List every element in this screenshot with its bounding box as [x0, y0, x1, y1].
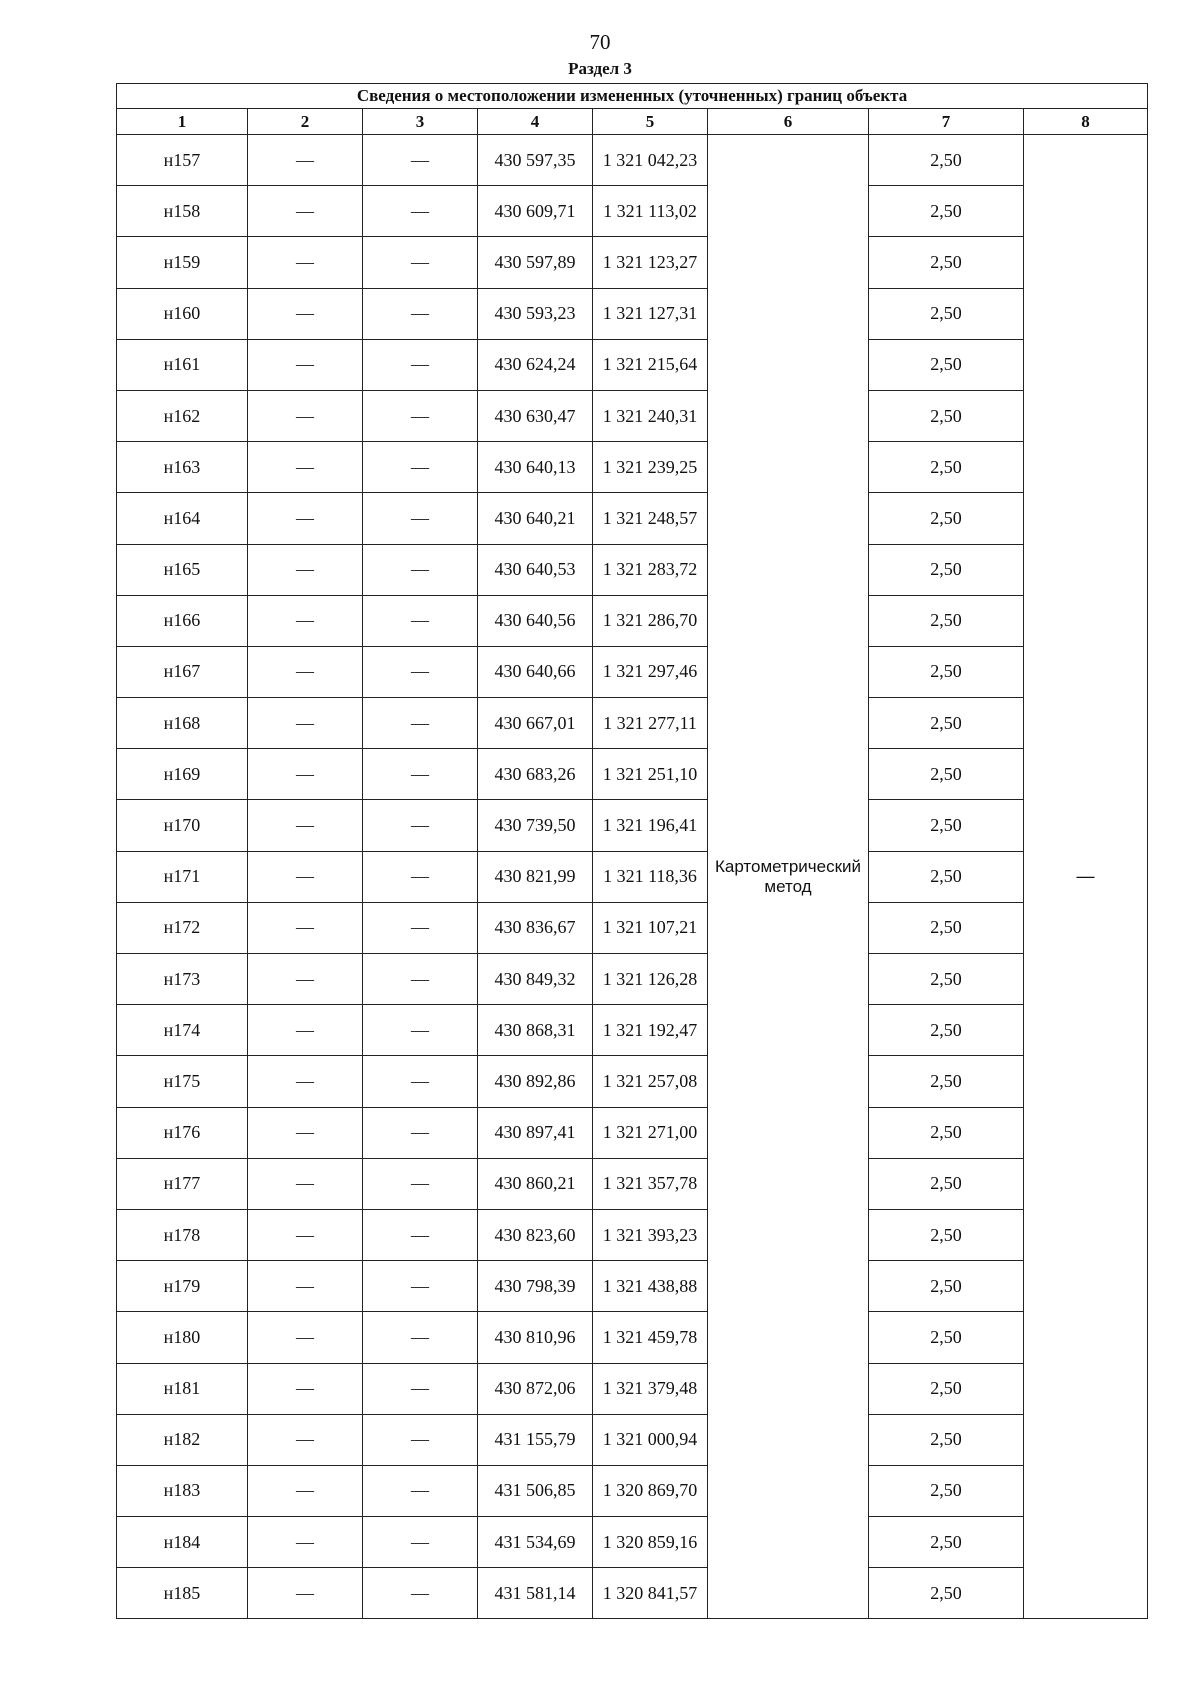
- point-name-cell: н175: [117, 1056, 248, 1107]
- point-name-cell: н159: [117, 237, 248, 288]
- accuracy-cell: 2,50: [869, 954, 1024, 1005]
- column2-cell: —: [248, 390, 363, 441]
- column3-cell: —: [363, 1312, 478, 1363]
- column2-cell: —: [248, 1107, 363, 1158]
- point-name-cell: н179: [117, 1261, 248, 1312]
- column2-cell: —: [248, 135, 363, 186]
- accuracy-cell: 2,50: [869, 1363, 1024, 1414]
- y-coordinate-cell: 1 320 869,70: [593, 1465, 708, 1516]
- accuracy-cell: 2,50: [869, 646, 1024, 697]
- column3-cell: —: [363, 1005, 478, 1056]
- column3-cell: —: [363, 646, 478, 697]
- column3-cell: —: [363, 954, 478, 1005]
- column3-cell: —: [363, 135, 478, 186]
- table-row: [117, 902, 1148, 953]
- accuracy-cell: 2,50: [869, 544, 1024, 595]
- table-row: [117, 1158, 1148, 1209]
- y-coordinate-cell: 1 321 239,25: [593, 442, 708, 493]
- x-coordinate-cell: 430 640,21: [478, 493, 593, 544]
- column-number: 5: [593, 109, 708, 135]
- x-coordinate-cell: 430 640,56: [478, 595, 593, 646]
- column-number: 6: [708, 109, 869, 135]
- table-row: [117, 749, 1148, 800]
- point-name-cell: н162: [117, 390, 248, 441]
- column2-cell: —: [248, 442, 363, 493]
- boundary-coordinates-table: [116, 83, 1148, 1619]
- table-row: [117, 1056, 1148, 1107]
- y-coordinate-cell: 1 321 277,11: [593, 698, 708, 749]
- column2-cell: —: [248, 1261, 363, 1312]
- y-coordinate-cell: 1 321 118,36: [593, 851, 708, 902]
- x-coordinate-cell: 430 798,39: [478, 1261, 593, 1312]
- point-name-cell: н182: [117, 1414, 248, 1465]
- column2-cell: —: [248, 800, 363, 851]
- column3-cell: —: [363, 442, 478, 493]
- y-coordinate-cell: 1 321 248,57: [593, 493, 708, 544]
- accuracy-cell: 2,50: [869, 1158, 1024, 1209]
- column2-cell: —: [248, 698, 363, 749]
- table-row: [117, 646, 1148, 697]
- y-coordinate-cell: 1 321 196,41: [593, 800, 708, 851]
- accuracy-cell: 2,50: [869, 442, 1024, 493]
- table-row: [117, 237, 1148, 288]
- accuracy-cell: 2,50: [869, 288, 1024, 339]
- column2-cell: —: [248, 749, 363, 800]
- column2-cell: —: [248, 1465, 363, 1516]
- accuracy-cell: 2,50: [869, 749, 1024, 800]
- accuracy-cell: 2,50: [869, 902, 1024, 953]
- y-coordinate-cell: 1 321 127,31: [593, 288, 708, 339]
- column3-cell: —: [363, 1158, 478, 1209]
- table-row: [117, 442, 1148, 493]
- y-coordinate-cell: 1 321 283,72: [593, 544, 708, 595]
- point-name-cell: н167: [117, 646, 248, 697]
- table-row: [117, 954, 1148, 1005]
- point-name-cell: н177: [117, 1158, 248, 1209]
- column2-cell: —: [248, 186, 363, 237]
- point-name-cell: н166: [117, 595, 248, 646]
- column2-cell: —: [248, 1209, 363, 1260]
- point-name-cell: н163: [117, 442, 248, 493]
- table-row: [117, 1107, 1148, 1158]
- column2-cell: —: [248, 1568, 363, 1619]
- y-coordinate-cell: 1 321 297,46: [593, 646, 708, 697]
- table-row: [117, 1568, 1148, 1619]
- y-coordinate-cell: 1 321 271,00: [593, 1107, 708, 1158]
- column8-cell: —: [1024, 135, 1148, 1619]
- x-coordinate-cell: 430 624,24: [478, 339, 593, 390]
- column3-cell: —: [363, 1107, 478, 1158]
- table-row: [117, 1005, 1148, 1056]
- column2-cell: —: [248, 1363, 363, 1414]
- point-name-cell: н185: [117, 1568, 248, 1619]
- y-coordinate-cell: 1 321 126,28: [593, 954, 708, 1005]
- page-number: 70: [589, 30, 611, 54]
- accuracy-cell: 2,50: [869, 1056, 1024, 1107]
- x-coordinate-cell: 430 609,71: [478, 186, 593, 237]
- accuracy-cell: 2,50: [869, 1005, 1024, 1056]
- column-number: 1: [117, 109, 248, 135]
- column-number: 4: [478, 109, 593, 135]
- table-caption: Сведения о местоположении измененных (уточненных) границ объекта: [117, 84, 1148, 109]
- column2-cell: —: [248, 1056, 363, 1107]
- point-name-cell: н181: [117, 1363, 248, 1414]
- column3-cell: —: [363, 1517, 478, 1568]
- x-coordinate-cell: 431 155,79: [478, 1414, 593, 1465]
- table-row: [117, 595, 1148, 646]
- table-row: [117, 339, 1148, 390]
- column3-cell: —: [363, 1056, 478, 1107]
- table-body: [117, 135, 1148, 1619]
- accuracy-cell: 2,50: [869, 1261, 1024, 1312]
- x-coordinate-cell: 430 683,26: [478, 749, 593, 800]
- y-coordinate-cell: 1 321 393,23: [593, 1209, 708, 1260]
- accuracy-cell: 2,50: [869, 595, 1024, 646]
- point-name-cell: н161: [117, 339, 248, 390]
- x-coordinate-cell: 430 810,96: [478, 1312, 593, 1363]
- column3-cell: —: [363, 749, 478, 800]
- table-row: [117, 390, 1148, 441]
- method-cell: Картометрический метод: [708, 135, 869, 1619]
- y-coordinate-cell: 1 321 286,70: [593, 595, 708, 646]
- column2-cell: —: [248, 902, 363, 953]
- column-number: 2: [248, 109, 363, 135]
- table-row: [117, 1517, 1148, 1568]
- x-coordinate-cell: 430 836,67: [478, 902, 593, 953]
- accuracy-cell: 2,50: [869, 1209, 1024, 1260]
- x-coordinate-cell: 430 872,06: [478, 1363, 593, 1414]
- y-coordinate-cell: 1 320 859,16: [593, 1517, 708, 1568]
- point-name-cell: н171: [117, 851, 248, 902]
- column3-cell: —: [363, 544, 478, 595]
- accuracy-cell: 2,50: [869, 851, 1024, 902]
- accuracy-cell: 2,50: [869, 135, 1024, 186]
- accuracy-cell: 2,50: [869, 698, 1024, 749]
- column3-cell: —: [363, 237, 478, 288]
- column2-cell: —: [248, 1517, 363, 1568]
- column-number: 3: [363, 109, 478, 135]
- accuracy-cell: 2,50: [869, 800, 1024, 851]
- x-coordinate-cell: 431 534,69: [478, 1517, 593, 1568]
- column3-cell: —: [363, 1414, 478, 1465]
- column3-cell: —: [363, 1568, 478, 1619]
- table-row: [117, 800, 1148, 851]
- y-coordinate-cell: 1 321 257,08: [593, 1056, 708, 1107]
- x-coordinate-cell: 430 849,32: [478, 954, 593, 1005]
- accuracy-cell: 2,50: [869, 1414, 1024, 1465]
- column2-cell: —: [248, 339, 363, 390]
- table-row: [117, 851, 1148, 902]
- table-row: [117, 698, 1148, 749]
- section-label: Раздел 3: [568, 59, 632, 78]
- x-coordinate-cell: 430 823,60: [478, 1209, 593, 1260]
- column-number: 8: [1024, 109, 1148, 135]
- point-name-cell: н173: [117, 954, 248, 1005]
- column3-cell: —: [363, 1465, 478, 1516]
- table-row: [117, 186, 1148, 237]
- x-coordinate-cell: 430 821,99: [478, 851, 593, 902]
- x-coordinate-cell: 430 640,53: [478, 544, 593, 595]
- table-row: [117, 1414, 1148, 1465]
- accuracy-cell: 2,50: [869, 493, 1024, 544]
- accuracy-cell: 2,50: [869, 237, 1024, 288]
- point-name-cell: н169: [117, 749, 248, 800]
- column2-cell: —: [248, 1005, 363, 1056]
- point-name-cell: н160: [117, 288, 248, 339]
- x-coordinate-cell: 430 630,47: [478, 390, 593, 441]
- y-coordinate-cell: 1 321 107,21: [593, 902, 708, 953]
- column3-cell: —: [363, 1209, 478, 1260]
- column-number: 7: [869, 109, 1024, 135]
- column2-cell: —: [248, 1312, 363, 1363]
- column2-cell: —: [248, 646, 363, 697]
- point-name-cell: н164: [117, 493, 248, 544]
- column2-cell: —: [248, 1414, 363, 1465]
- x-coordinate-cell: 430 860,21: [478, 1158, 593, 1209]
- column2-cell: —: [248, 954, 363, 1005]
- x-coordinate-cell: 430 593,23: [478, 288, 593, 339]
- accuracy-cell: 2,50: [869, 1568, 1024, 1619]
- y-coordinate-cell: 1 321 438,88: [593, 1261, 708, 1312]
- table-row: [117, 493, 1148, 544]
- table-row: [117, 544, 1148, 595]
- x-coordinate-cell: 430 640,13: [478, 442, 593, 493]
- accuracy-cell: 2,50: [869, 390, 1024, 441]
- x-coordinate-cell: 430 597,89: [478, 237, 593, 288]
- column3-cell: —: [363, 493, 478, 544]
- column3-cell: —: [363, 800, 478, 851]
- point-name-cell: н174: [117, 1005, 248, 1056]
- y-coordinate-cell: 1 321 215,64: [593, 339, 708, 390]
- table-row: [117, 1465, 1148, 1516]
- point-name-cell: н180: [117, 1312, 248, 1363]
- point-name-cell: н178: [117, 1209, 248, 1260]
- x-coordinate-cell: 430 739,50: [478, 800, 593, 851]
- point-name-cell: н172: [117, 902, 248, 953]
- table-row: [117, 1312, 1148, 1363]
- y-coordinate-cell: 1 321 357,78: [593, 1158, 708, 1209]
- x-coordinate-cell: 430 868,31: [478, 1005, 593, 1056]
- y-coordinate-cell: 1 321 042,23: [593, 135, 708, 186]
- table-row: [117, 1209, 1148, 1260]
- y-coordinate-cell: 1 321 000,94: [593, 1414, 708, 1465]
- column3-cell: —: [363, 390, 478, 441]
- x-coordinate-cell: 430 667,01: [478, 698, 593, 749]
- column2-cell: —: [248, 493, 363, 544]
- accuracy-cell: 2,50: [869, 1465, 1024, 1516]
- column3-cell: —: [363, 339, 478, 390]
- column3-cell: —: [363, 902, 478, 953]
- column2-cell: —: [248, 288, 363, 339]
- accuracy-cell: 2,50: [869, 339, 1024, 390]
- column-number-row: [117, 109, 1148, 135]
- accuracy-cell: 2,50: [869, 186, 1024, 237]
- y-coordinate-cell: 1 320 841,57: [593, 1568, 708, 1619]
- table-row: [117, 135, 1148, 186]
- point-name-cell: н168: [117, 698, 248, 749]
- x-coordinate-cell: 430 892,86: [478, 1056, 593, 1107]
- column3-cell: —: [363, 595, 478, 646]
- column3-cell: —: [363, 186, 478, 237]
- column2-cell: —: [248, 544, 363, 595]
- point-name-cell: н157: [117, 135, 248, 186]
- table-row: [117, 288, 1148, 339]
- x-coordinate-cell: 431 581,14: [478, 1568, 593, 1619]
- y-coordinate-cell: 1 321 192,47: [593, 1005, 708, 1056]
- column3-cell: —: [363, 1261, 478, 1312]
- x-coordinate-cell: 430 597,35: [478, 135, 593, 186]
- y-coordinate-cell: 1 321 123,27: [593, 237, 708, 288]
- point-name-cell: н165: [117, 544, 248, 595]
- x-coordinate-cell: 431 506,85: [478, 1465, 593, 1516]
- point-name-cell: н158: [117, 186, 248, 237]
- column3-cell: —: [363, 288, 478, 339]
- accuracy-cell: 2,50: [869, 1107, 1024, 1158]
- column2-cell: —: [248, 1158, 363, 1209]
- column2-cell: —: [248, 237, 363, 288]
- point-name-cell: н170: [117, 800, 248, 851]
- table-caption-row: [117, 84, 1148, 109]
- y-coordinate-cell: 1 321 113,02: [593, 186, 708, 237]
- y-coordinate-cell: 1 321 459,78: [593, 1312, 708, 1363]
- table-row: [117, 1363, 1148, 1414]
- point-name-cell: н176: [117, 1107, 248, 1158]
- y-coordinate-cell: 1 321 379,48: [593, 1363, 708, 1414]
- point-name-cell: н184: [117, 1517, 248, 1568]
- column2-cell: —: [248, 851, 363, 902]
- accuracy-cell: 2,50: [869, 1312, 1024, 1363]
- column2-cell: —: [248, 595, 363, 646]
- column3-cell: —: [363, 851, 478, 902]
- y-coordinate-cell: 1 321 240,31: [593, 390, 708, 441]
- column3-cell: —: [363, 698, 478, 749]
- table-row: [117, 1261, 1148, 1312]
- y-coordinate-cell: 1 321 251,10: [593, 749, 708, 800]
- accuracy-cell: 2,50: [869, 1517, 1024, 1568]
- x-coordinate-cell: 430 897,41: [478, 1107, 593, 1158]
- column3-cell: —: [363, 1363, 478, 1414]
- point-name-cell: н183: [117, 1465, 248, 1516]
- x-coordinate-cell: 430 640,66: [478, 646, 593, 697]
